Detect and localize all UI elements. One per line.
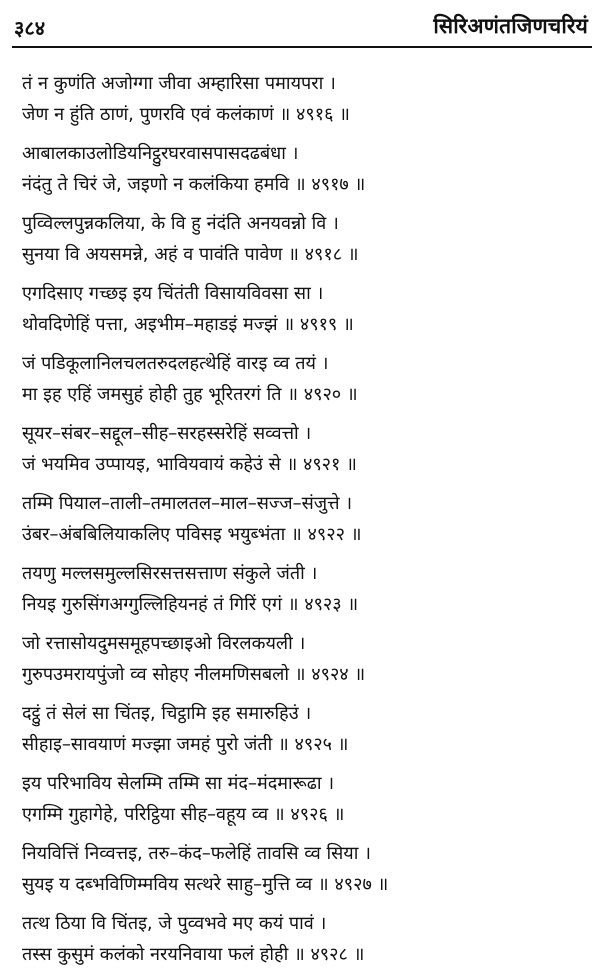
verse-line: तत्थ ठिया वि चिंतइ, जे पुव्वभवे मए कयं पावं । xyxy=(22,913,327,934)
verse-line: सुनया वि अयसमन्ने, अहं व पावंति पावेण ॥ ४९१८ ॥ xyxy=(22,244,359,265)
verse-line: आबालकाउलोडियनिट्ठुरघरवासपासदढबंधा । xyxy=(22,143,299,164)
verse-4917 xyxy=(22,138,592,200)
verse-4919 xyxy=(22,278,592,340)
verse-line: तं न कुणंति अजोग्गा जीवा अम्हारिसा पमायपरा । xyxy=(22,73,336,94)
verse-line: दट्ठुं तं सेलं सा चिंतइ, चिट्ठामि इह समारुहिउं । xyxy=(22,703,312,724)
verse-line: जं पडिकूलानिलचलतरुदलहत्थेहिं वारइ व्व तयं । xyxy=(22,353,329,374)
verse-line: तयणु मल्लसमुल्लसिरसत्तसत्ताण संकुले जंती । xyxy=(22,563,318,584)
verse-4928 xyxy=(22,908,592,970)
verse-4923 xyxy=(22,558,592,620)
verse-4918 xyxy=(22,208,592,270)
verse-4916 xyxy=(22,68,592,130)
verse-4922 xyxy=(22,488,592,550)
page-header xyxy=(0,0,600,60)
verse-line: जेण न हुंति ठाणं, पुणरवि एवं कलंकाणं ॥ ४९१६ ॥ xyxy=(22,104,350,125)
verse-line: एगम्मि गुहागेहे, परिट्ठिया सीह–वहूय व्व ॥ ४९२६ ॥ xyxy=(22,804,345,825)
verse-line: नियइ गुरुसिंगअग्गुल्लिहियनहं तं गिरिं एगं ॥ ४९२३ ॥ xyxy=(22,594,359,615)
verse-4921 xyxy=(22,418,592,480)
header-rule xyxy=(12,46,592,48)
verse-4926 xyxy=(22,768,592,830)
verse-4925 xyxy=(22,698,592,760)
verse-line: नियवित्तिं निव्वत्तइ, तरु–कंद–फलेहिं तावसि व्व सिया । xyxy=(22,843,371,864)
verse-list xyxy=(22,68,592,978)
verse-line: मा इह एहिं जमसुहं होही तुह भूरितरगं ति ॥ ४९२० ॥ xyxy=(22,384,358,405)
verse-4920 xyxy=(22,348,592,410)
verse-line: एगदिसाए गच्छइ इय चिंतंती विसायविवसा सा । xyxy=(22,283,324,304)
verse-line: उंबर–अंबबिलियाकलिए पविसइ भयुब्भंता ॥ ४९२२ ॥ xyxy=(22,524,362,545)
verse-line: इय परिभाविय सेलम्मि तम्मि सा मंद–मंदमारूढा । xyxy=(22,773,335,794)
verse-line: सुयइ य दब्भविणिम्मविय सत्थरे साहु–मुत्ति व्व ॥ ४९२७ ॥ xyxy=(22,874,389,895)
verse-line: सूयर–संबर–सद्दूल–सीह–सरहस्सरेहिं सव्वत्तो । xyxy=(22,423,312,444)
page-number: ३८४ xyxy=(14,16,46,40)
verse-line: जो रत्तासोयदुमसमूहपच्छाइओ विरलकयली । xyxy=(22,633,306,654)
verse-line: पुव्विल्लपुन्नकलिया, के वि हु नंदंति अनयवन्नो वि । xyxy=(22,213,339,234)
verse-4927 xyxy=(22,838,592,900)
verse-line: तस्स कुसुमं कलंको नरयनिवाया फलं होही ॥ ४९२८ ॥ xyxy=(22,944,365,965)
verse-line: सीहाइ–सावयाणं मज्झा जमहं पुरो जंती ॥ ४९२५ ॥ xyxy=(22,734,349,755)
running-title: सिरिअणंतजिणचरियं xyxy=(433,14,588,38)
verse-4924 xyxy=(22,628,592,690)
verse-line: तम्मि पियाल–ताली–तमालतल–माल–सज्ज–संजुत्ते । xyxy=(22,493,353,514)
verse-line: जं भयमिव उप्पायइ, भावियवायं कहेउं से ॥ ४९२१ ॥ xyxy=(22,454,357,475)
verse-line: थोवदिणेहिं पत्ता, अइभीम–महाडइं मज्झं ॥ ४९१९ ॥ xyxy=(22,314,354,335)
verse-line: नंदंतु ते चिरं जे, जइणो न कलंकिया हमवि ॥ ४९१७ ॥ xyxy=(22,174,366,195)
verse-line: गुरुपउमरायपुंजो व्व सोहए नीलमणिसबलो ॥ ४९२४ ॥ xyxy=(22,664,366,685)
